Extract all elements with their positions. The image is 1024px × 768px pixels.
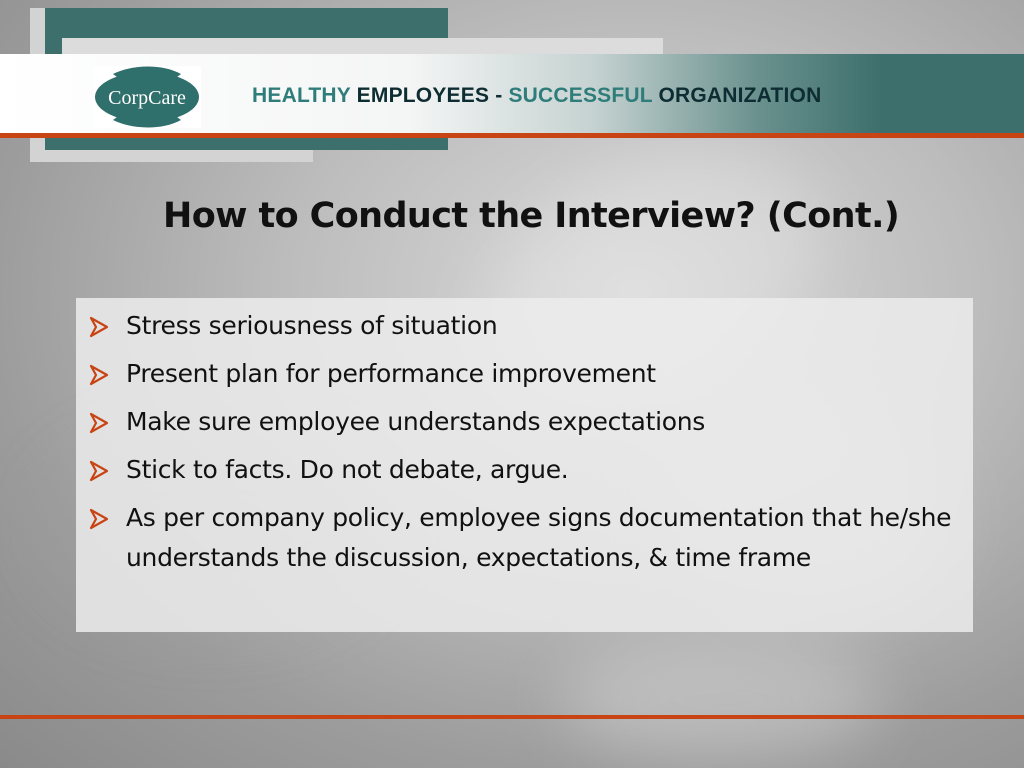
bullet-list	[76, 298, 973, 578]
tagline-part: EMPLOYEES -	[356, 84, 509, 107]
arrow-bullet-icon	[88, 508, 110, 530]
background-shape	[560, 640, 880, 760]
header-tagline	[252, 84, 821, 108]
bullet-text: Present plan for performance improvement	[126, 359, 656, 388]
bullet-text: Stick to facts. Do not debate, argue.	[126, 455, 569, 484]
decorative-strip	[62, 38, 663, 54]
slide-title: How to Conduct the Interview? (Cont.)	[163, 196, 900, 236]
corpcare-logo-icon	[93, 66, 201, 128]
bullet-item	[76, 402, 973, 442]
bullet-text: Make sure employee understands expectations	[126, 407, 705, 436]
arrow-bullet-icon	[88, 412, 110, 434]
tagline-part: ORGANIZATION	[658, 84, 822, 107]
bullet-text: As per company policy, employee signs documentation that he/she understands the discussion, expectations, & time frame	[126, 503, 952, 572]
bullet-item	[76, 354, 973, 394]
logo-text: CorpCare	[108, 87, 186, 109]
header-divider	[0, 133, 1024, 138]
content-box	[76, 298, 973, 632]
arrow-bullet-icon	[88, 364, 110, 386]
bullet-item	[76, 306, 973, 346]
bullet-text: Stress seriousness of situation	[126, 311, 498, 340]
footer-divider	[0, 715, 1024, 719]
arrow-bullet-icon	[88, 460, 110, 482]
bullet-item	[76, 450, 973, 490]
tagline-part: SUCCESSFUL	[508, 84, 659, 107]
bullet-item	[76, 498, 973, 578]
arrow-bullet-icon	[88, 316, 110, 338]
tagline-part: HEALTHY	[252, 84, 357, 107]
